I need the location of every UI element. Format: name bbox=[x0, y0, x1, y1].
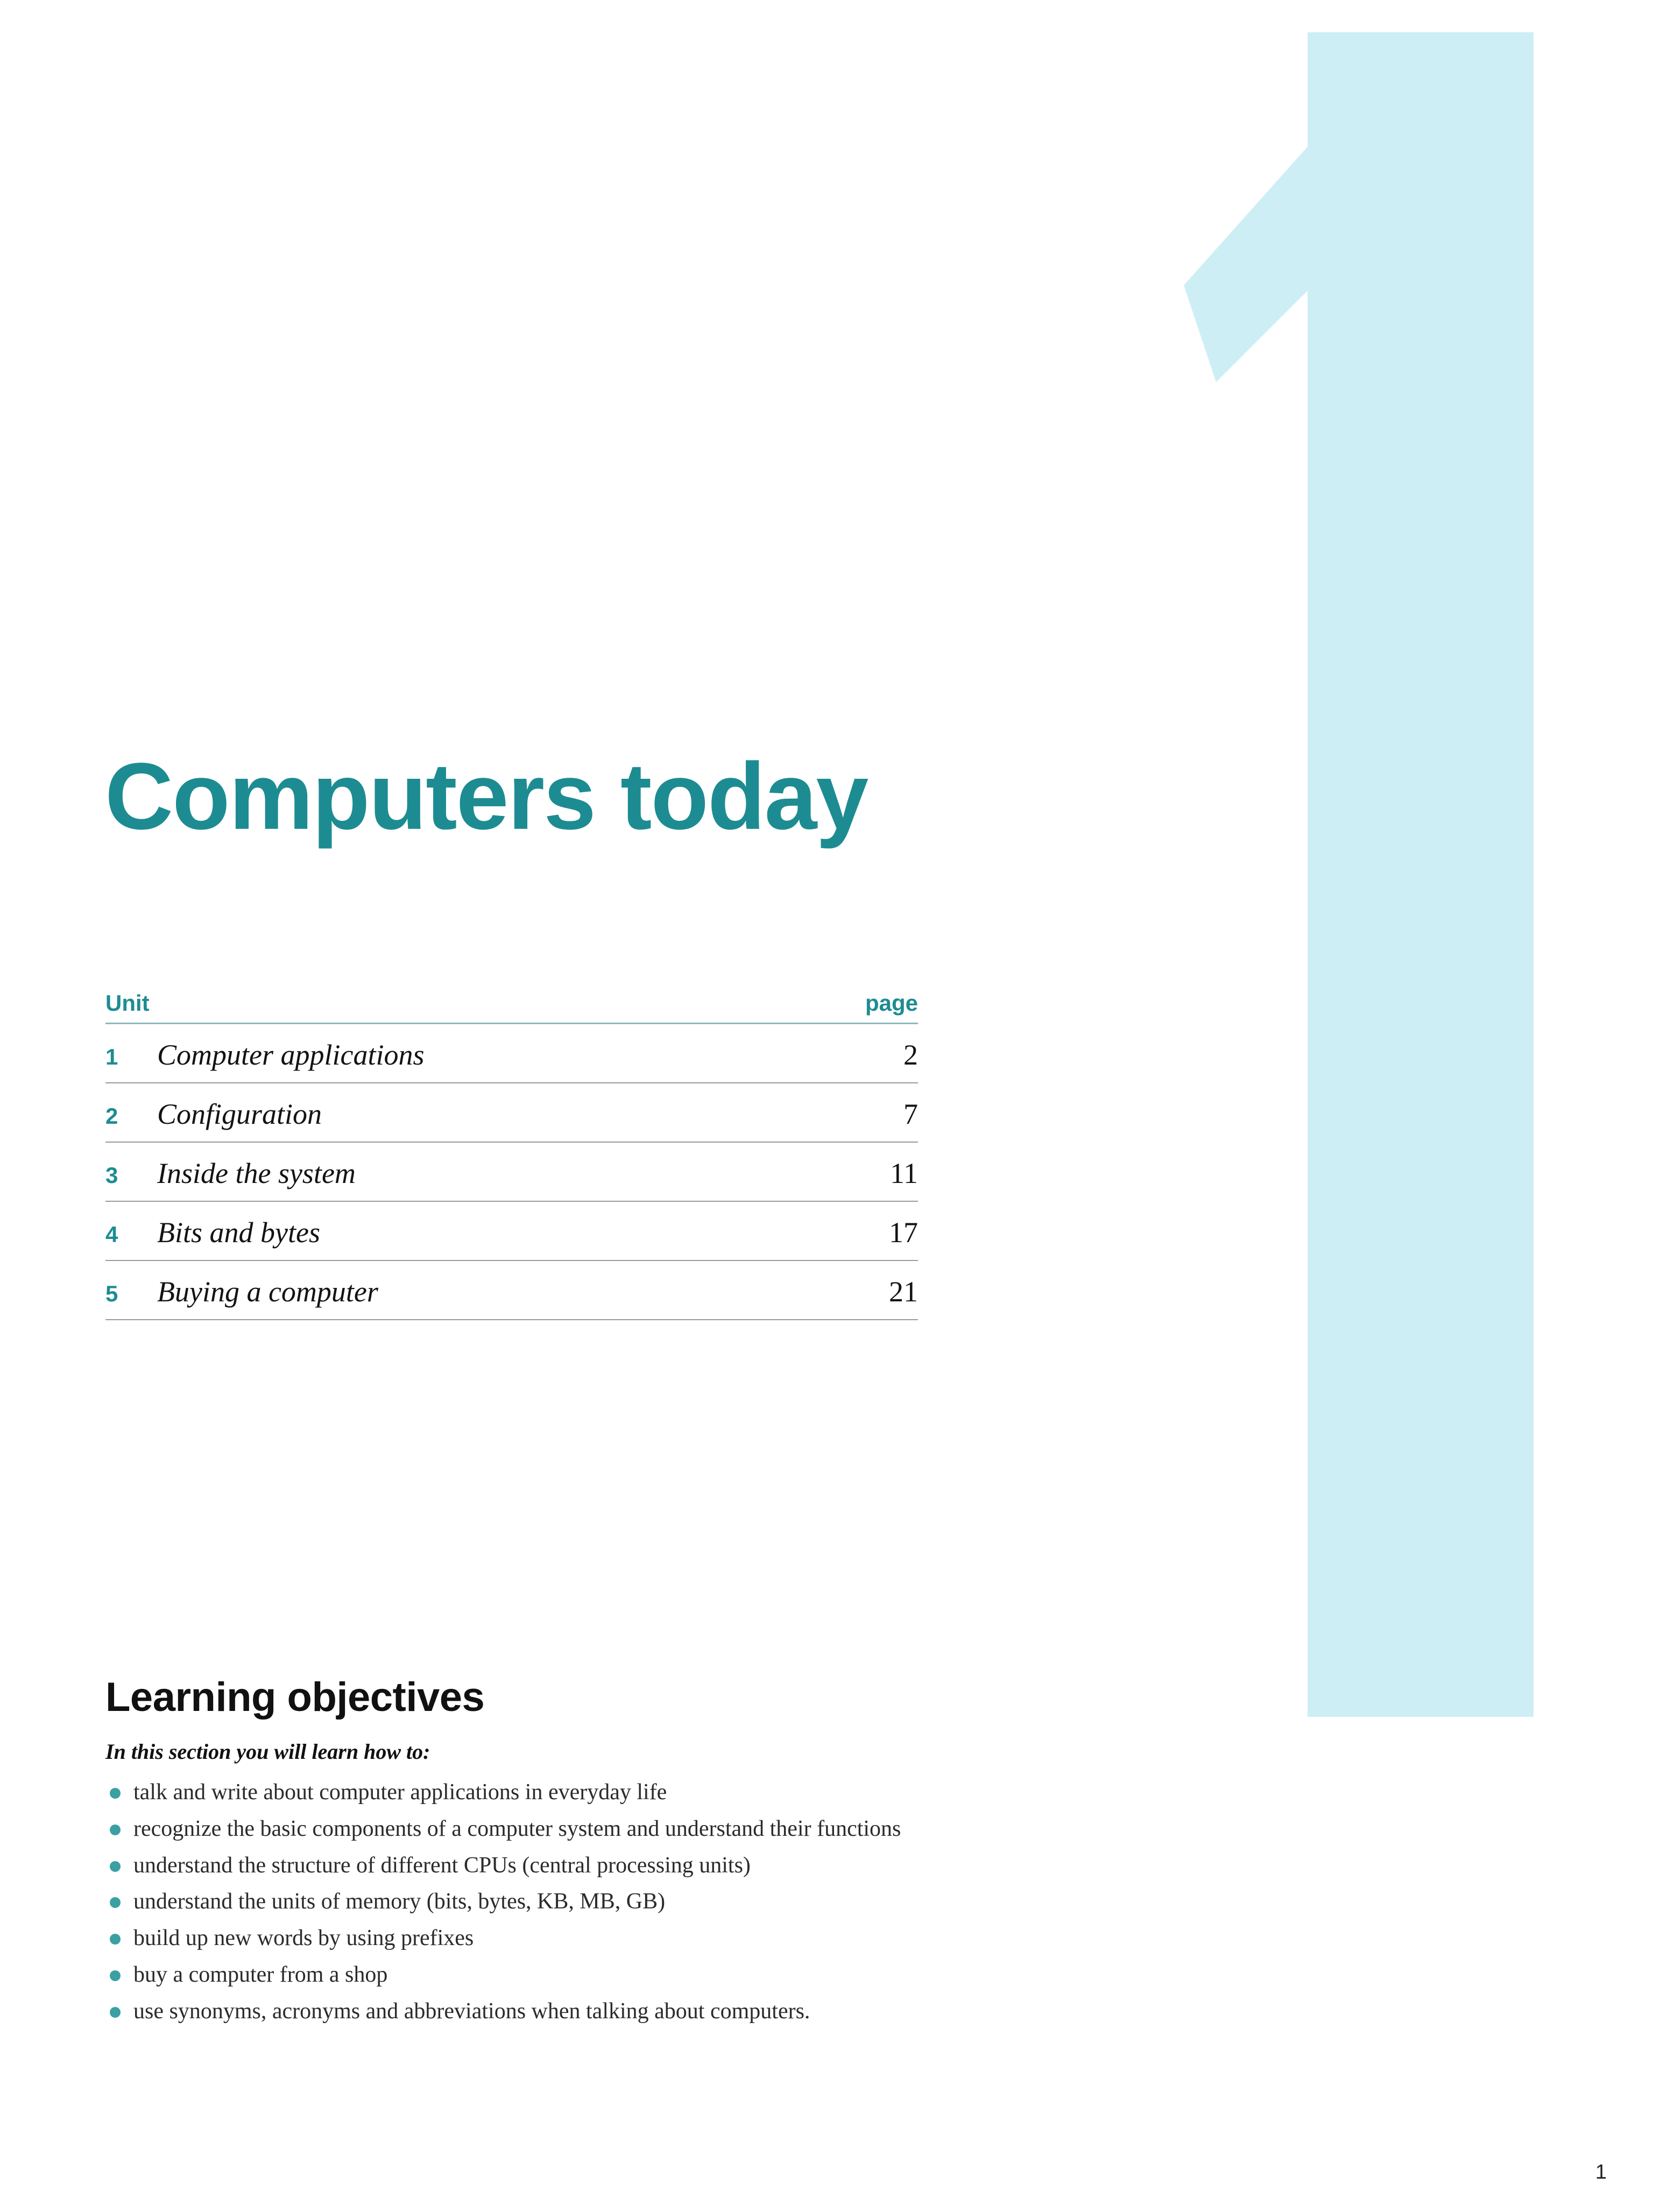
unit-page-number: 2 bbox=[903, 1039, 918, 1071]
table-row[interactable] bbox=[105, 1143, 918, 1202]
bullet-icon bbox=[110, 1934, 121, 1945]
unit-number: 3 bbox=[105, 1163, 118, 1188]
unit-page-number: 7 bbox=[903, 1098, 918, 1130]
unit-number: 2 bbox=[105, 1103, 118, 1129]
list-item-label: use synonyms, acronyms and abbreviations when talking about computers. bbox=[133, 1998, 810, 2024]
page-number: 1 bbox=[1595, 2161, 1607, 2183]
bullet-icon bbox=[110, 1897, 121, 1908]
contents-unit-column-header: Unit bbox=[105, 990, 150, 1016]
bullet-icon bbox=[110, 1970, 121, 1981]
page-title: Computers today bbox=[105, 744, 868, 849]
table-row[interactable] bbox=[105, 1261, 918, 1320]
bullet-icon bbox=[110, 1788, 121, 1799]
unit-title: Configuration bbox=[157, 1098, 322, 1130]
unit-contents-table bbox=[105, 990, 918, 1320]
table-row[interactable] bbox=[105, 1202, 918, 1261]
unit-page-number: 21 bbox=[889, 1276, 918, 1308]
list-item bbox=[105, 1851, 1386, 1880]
list-item-label: build up new words by using prefixes bbox=[133, 1926, 474, 1950]
bullet-icon bbox=[110, 1861, 121, 1872]
unit-page-number: 17 bbox=[889, 1216, 918, 1249]
table-row[interactable] bbox=[105, 1024, 918, 1083]
list-item-label: recognize the basic components of a computer system and understand their functions bbox=[133, 1816, 901, 1841]
list-item-label: talk and write about computer applications in everyday life bbox=[133, 1780, 667, 1805]
unit-number: 4 bbox=[105, 1222, 118, 1247]
unit-title: Computer applications bbox=[157, 1039, 425, 1071]
list-item-label: understand the units of memory (bits, bytes, KB, MB, GB) bbox=[133, 1889, 666, 1914]
list-item bbox=[105, 1924, 1386, 1953]
list-item bbox=[105, 1997, 1386, 2026]
unit-title: Bits and bytes bbox=[157, 1216, 320, 1249]
watermark-numeral-one bbox=[839, 32, 1603, 1717]
list-item bbox=[105, 1961, 1386, 1990]
unit-title: Buying a computer bbox=[157, 1276, 378, 1308]
list-item bbox=[105, 1815, 1386, 1844]
list-item bbox=[105, 1778, 1386, 1807]
list-item bbox=[105, 1887, 1386, 1917]
contents-page-column-header: page bbox=[865, 990, 918, 1016]
learning-objectives-list bbox=[105, 1778, 1386, 2026]
unit-number: 5 bbox=[105, 1281, 118, 1306]
list-item-label: understand the structure of different CPUs (central processing units) bbox=[133, 1852, 751, 1878]
learning-objectives-heading: Learning objectives bbox=[105, 1674, 485, 1720]
table-row[interactable] bbox=[105, 1083, 918, 1143]
bullet-icon bbox=[110, 2007, 121, 2018]
unit-title: Inside the system bbox=[157, 1157, 356, 1189]
list-item-label: buy a computer from a shop bbox=[133, 1962, 388, 1987]
learning-objectives-intro: In this section you will learn how to: bbox=[105, 1739, 430, 1764]
unit-number: 1 bbox=[105, 1044, 118, 1069]
learning-objectives-section bbox=[105, 1674, 1386, 2033]
unit-page-number: 11 bbox=[890, 1157, 918, 1189]
contents-header-row bbox=[105, 990, 918, 1024]
bullet-icon bbox=[110, 1824, 121, 1835]
